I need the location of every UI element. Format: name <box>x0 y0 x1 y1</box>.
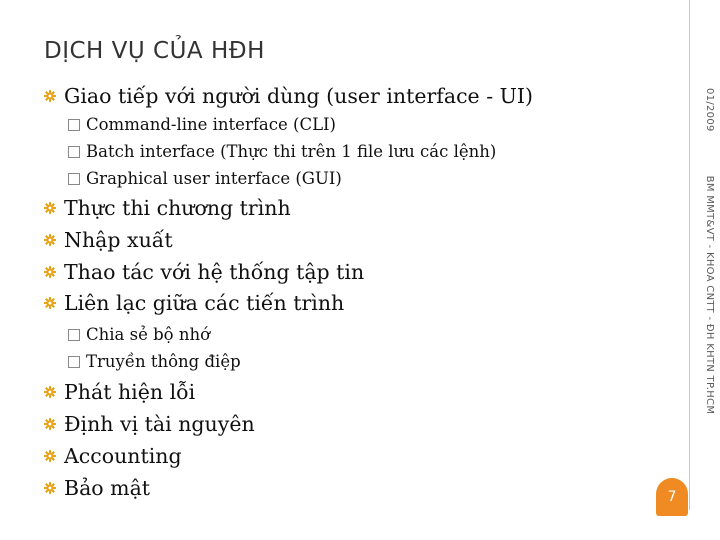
bullet-label: Định vị tài nguyên <box>64 412 255 436</box>
subitem-label: Command-line interface (CLI) <box>86 115 336 134</box>
subitem-cli <box>68 115 336 134</box>
bullet-item-exec <box>44 196 291 220</box>
bullet-item-io <box>44 228 173 252</box>
checkbox-bullet-icon <box>68 356 80 368</box>
checkbox-bullet-icon <box>68 119 80 131</box>
gear-bullet-icon <box>44 90 56 102</box>
gear-bullet-icon <box>44 386 56 398</box>
gear-bullet-icon <box>44 418 56 430</box>
gear-bullet-icon <box>44 297 56 309</box>
bullet-label: Giao tiếp với người dùng (user interface - UI) <box>64 84 534 108</box>
page-number: 7 <box>667 489 677 505</box>
bullet-item-ui <box>44 84 533 108</box>
bullet-label: Accounting <box>64 444 182 468</box>
bullet-item-errors <box>44 380 195 404</box>
subitem-label: Graphical user interface (GUI) <box>86 169 342 188</box>
gear-bullet-icon <box>44 202 56 214</box>
bullet-label: Liên lạc giữa các tiến trình <box>64 291 345 315</box>
page-number-badge <box>656 478 688 516</box>
subitem-shared-memory <box>68 325 210 344</box>
subitem-batch <box>68 142 496 161</box>
subitem-label: Truyền thông điệp <box>86 352 241 371</box>
side-divider <box>689 0 690 510</box>
side-caption <box>704 88 715 414</box>
bullet-item-ipc <box>44 291 344 315</box>
bullet-item-accounting <box>44 444 182 468</box>
bullet-label: Thực thi chương trình <box>64 196 291 220</box>
bullet-item-fs <box>44 260 364 284</box>
bullet-label: Thao tác với hệ thống tập tin <box>64 260 365 284</box>
bullet-label: Nhập xuất <box>64 228 173 252</box>
slide-footer: BM MMT&VT - KHOA CNTT - ĐH KHTN TP.HCM <box>704 175 715 415</box>
bullet-item-resources <box>44 412 255 436</box>
slide-date: 01/2009 <box>704 88 715 132</box>
bullet-label: Phát hiện lỗi <box>64 380 196 404</box>
subitem-gui <box>68 169 342 188</box>
gear-bullet-icon <box>44 450 56 462</box>
gear-bullet-icon <box>44 234 56 246</box>
gear-bullet-icon <box>44 482 56 494</box>
subitem-label: Batch interface (Thực thi trên 1 file lưu các lệnh) <box>86 142 497 161</box>
checkbox-bullet-icon <box>68 329 80 341</box>
bullet-item-security <box>44 476 150 500</box>
bullet-label: Bảo mật <box>64 476 151 500</box>
subitem-label: Chia sẻ bộ nhớ <box>86 325 211 344</box>
checkbox-bullet-icon <box>68 146 80 158</box>
checkbox-bullet-icon <box>68 173 80 185</box>
gear-bullet-icon <box>44 266 56 278</box>
slide-title: DỊCH VỤ CỦA HĐH <box>44 38 265 64</box>
subitem-message-passing <box>68 352 241 371</box>
